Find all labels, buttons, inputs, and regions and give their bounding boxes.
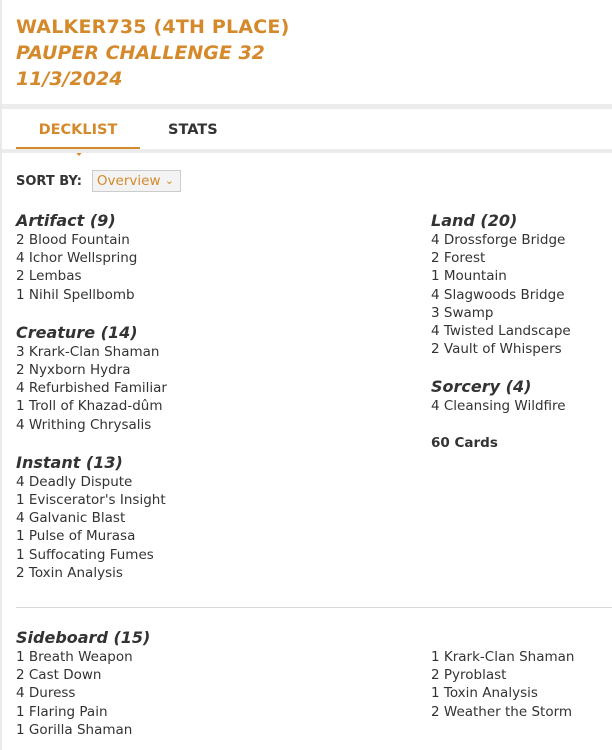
group-title: Artifact (9)	[16, 211, 116, 230]
sideboard-title: Sideboard (15)	[16, 628, 151, 647]
card-group	[431, 211, 611, 358]
card-entry[interactable]: 2 Pyroblast	[431, 667, 507, 684]
card-entry[interactable]: 1 Toxin Analysis	[431, 685, 538, 702]
card-entry[interactable]: 4 Twisted Landscape	[431, 323, 571, 340]
card-entry[interactable]: 1 Breath Weapon	[16, 649, 133, 665]
event-date: 11/3/2024	[16, 68, 123, 90]
deck-header	[16, 14, 289, 92]
card-entry[interactable]: 4 Refurbished Familiar	[16, 380, 167, 397]
group-title: Instant (13)	[16, 452, 123, 472]
sideboard-divider	[16, 607, 612, 608]
chevron-down-icon: ⌄	[164, 174, 174, 187]
card-entry[interactable]: 1 Pulse of Murasa	[16, 528, 136, 545]
sideboard-right-column	[431, 648, 574, 721]
sort-select-value: Overview	[96, 173, 161, 189]
card-entry[interactable]: 1 Flaring Pain	[16, 703, 108, 720]
card-group	[431, 377, 611, 415]
card-entry[interactable]: 2 Toxin Analysis	[16, 564, 123, 581]
group-title: Land (20)	[431, 211, 518, 230]
card-entry[interactable]: 1 Gorilla Shaman	[16, 721, 133, 738]
card-entry[interactable]: 2 Blood Fountain	[16, 232, 130, 248]
card-entry[interactable]: 4 Slagwoods Bridge	[431, 286, 565, 303]
decklist-right-column	[431, 211, 611, 451]
sort-label: SORT BY:	[16, 173, 82, 189]
header-divider	[2, 104, 612, 109]
card-entry[interactable]: 1 Mountain	[431, 268, 507, 285]
tab-decklist[interactable]	[16, 114, 140, 150]
card-total: 60 Cards	[431, 434, 498, 451]
sideboard-left-column	[16, 648, 133, 739]
card-group	[16, 453, 396, 582]
sort-control	[16, 170, 181, 192]
card-entry[interactable]: 1 Nihil Spellbomb	[16, 286, 135, 303]
player-name: WALKER735 (4TH PLACE)	[16, 16, 290, 38]
card-entry[interactable]: 2 Forest	[431, 250, 486, 267]
card-entry[interactable]: 2 Lembas	[16, 268, 82, 285]
card-group	[16, 323, 396, 434]
card-entry[interactable]: 4 Ichor Wellspring	[16, 250, 138, 267]
card-entry[interactable]: 3 Swamp	[431, 304, 494, 321]
card-entry[interactable]: 4 Deadly Dispute	[16, 473, 133, 490]
sideboard-section	[16, 628, 606, 738]
tab-bar	[16, 114, 218, 150]
card-entry[interactable]: 2 Vault of Whispers	[431, 341, 562, 358]
card-entry[interactable]: 4 Duress	[16, 685, 76, 702]
card-entry[interactable]: 1 Troll of Khazad-dûm	[16, 398, 163, 415]
card-entry[interactable]: 1 Eviscerator's Insight	[16, 492, 166, 509]
card-entry[interactable]: 2 Weather the Storm	[431, 703, 573, 720]
card-entry[interactable]: 4 Galvanic Blast	[16, 510, 126, 527]
card-entry[interactable]: 4 Cleansing Wildfire	[431, 398, 566, 415]
card-entry[interactable]: 1 Suffocating Fumes	[16, 546, 154, 563]
group-title: Creature (14)	[16, 322, 138, 342]
card-entry[interactable]: 4 Writhing Chrysalis	[16, 416, 152, 433]
tab-stats-label: STATS	[168, 122, 218, 138]
card-entry[interactable]: 2 Cast Down	[16, 667, 102, 684]
decklist-left-column	[16, 211, 396, 601]
card-entry[interactable]: 3 Krark-Clan Shaman	[16, 343, 160, 360]
event-name: PAUPER CHALLENGE 32	[16, 42, 265, 64]
group-title: Sorcery (4)	[431, 377, 532, 397]
tab-stats[interactable]	[168, 114, 218, 150]
card-entry[interactable]: 2 Nyxborn Hydra	[16, 362, 131, 379]
sort-select[interactable]	[92, 170, 181, 192]
card-entry[interactable]: 1 Krark-Clan Shaman	[431, 649, 575, 665]
card-group	[16, 211, 396, 304]
left-border	[0, 0, 2, 750]
tab-decklist-label: DECKLIST	[38, 122, 118, 138]
tabs-divider	[2, 149, 612, 153]
card-entry[interactable]: 4 Drossforge Bridge	[431, 232, 566, 248]
